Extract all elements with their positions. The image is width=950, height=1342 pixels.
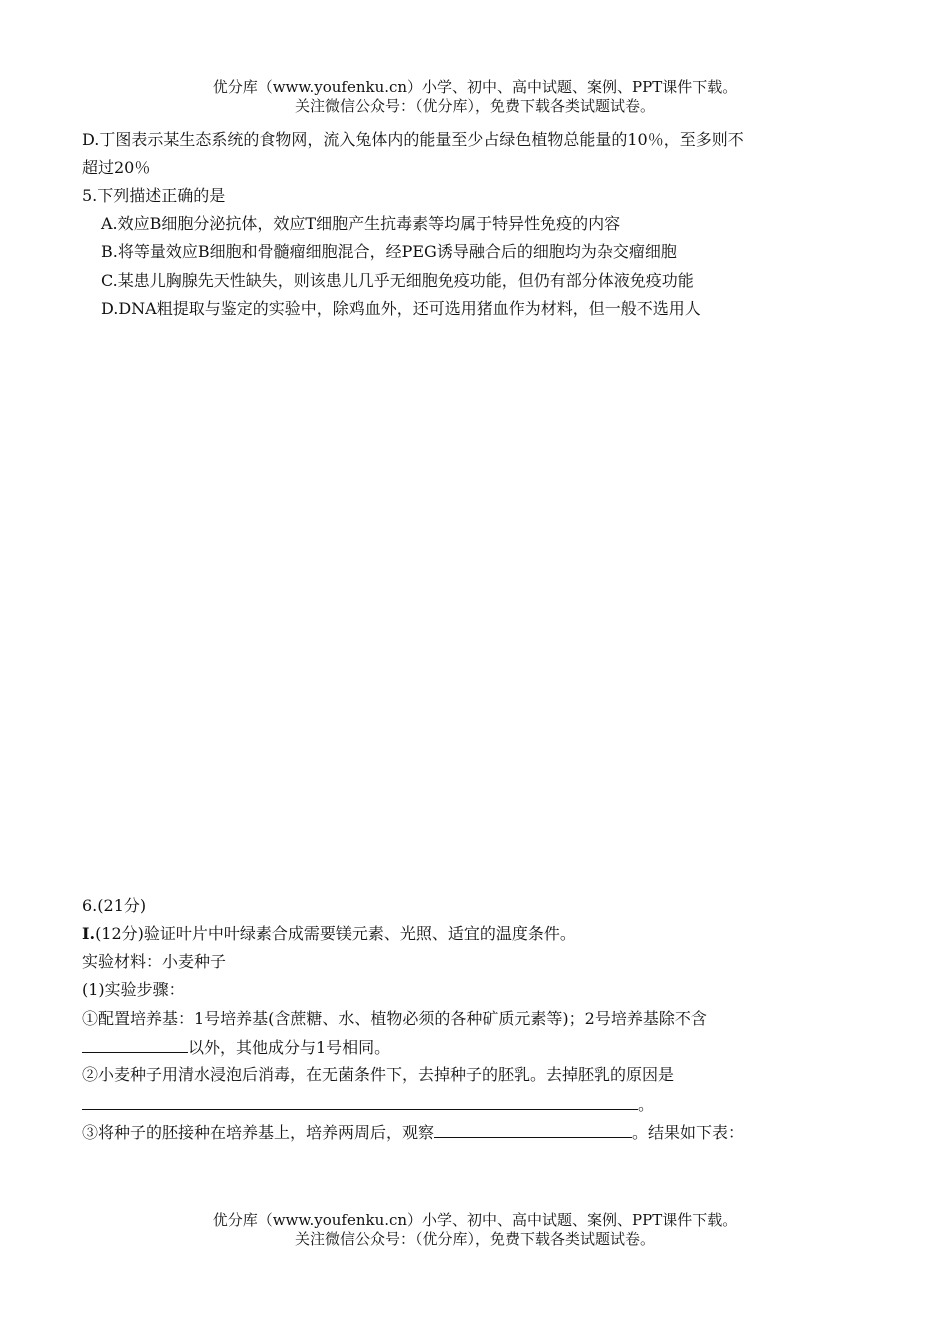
q4-option-d-line-2: 超过20％ <box>82 158 151 177</box>
q5-option-a: A.效应B细胞分泌抗体，效应T细胞产生抗毒素等均属于特异性免疫的内容 <box>101 214 621 233</box>
q4-option-d-line-1: D.丁图表示某生态系统的食物网，流入兔体内的能量至少占绿色植物总能量的10％，至多则不 <box>82 130 744 149</box>
q6-step-1-line-2 <box>82 1036 390 1059</box>
q6-steps-title: (1)实验步骤： <box>82 980 185 999</box>
answer-blank-3[interactable] <box>434 1121 632 1138</box>
q5-option-c: C.某患儿胸腺先天性缺失，则该患儿几乎无细胞免疫功能，但仍有部分体液免疫功能 <box>101 271 694 290</box>
q6-step-3 <box>82 1121 744 1144</box>
q6-part-1-text: (12分)验证叶片中叶绿素合成需要镁元素、光照、适宜的温度条件。 <box>95 924 576 943</box>
q6-step-2-line-2 <box>82 1093 654 1116</box>
page-footer-line-2: 关注微信公众号：（优分库），免费下载各类试题试卷。 <box>294 1230 655 1248</box>
q6-step-1-suffix: 以外，其他成分与1号相同。 <box>188 1038 391 1057</box>
q6-part-1-heading <box>82 923 576 945</box>
answer-blank-1[interactable] <box>82 1036 188 1053</box>
q5-option-d: D.DNA粗提取与鉴定的实验中，除鸡血外，还可选用猪血作为材料，但一般不选用人 <box>101 299 701 318</box>
page-header-line-2: 关注微信公众号：（优分库），免费下载各类试题试卷。 <box>294 97 655 115</box>
q6-step-2-suffix: 。 <box>638 1095 655 1114</box>
q5-option-b: B.将等量效应B细胞和骨髓瘤细胞混合，经PEG诱导融合后的细胞均为杂交瘤细胞 <box>101 242 677 261</box>
q6-step-2-line-1: ②小麦种子用清水浸泡后消毒，在无菌条件下，去掉种子的胚乳。去掉胚乳的原因是 <box>82 1065 675 1084</box>
page-header-line-1: 优分库（www.youfenku.cn）小学、初中、高中试题、案例、PPT课件下载。 <box>212 78 738 96</box>
q6-step-3-prefix: ③将种子的胚接种在培养基上，培养两周后，观察 <box>82 1123 435 1142</box>
q5-stem: 5.下列描述正确的是 <box>82 186 226 205</box>
q6-step-1-line-1: ①配置培养基：1号培养基(含蔗糖、水、植物必须的各种矿质元素等)；2号培养基除不含 <box>82 1009 707 1028</box>
q6-stem: 6.(21分) <box>82 896 147 915</box>
q6-materials: 实验材料：小麦种子 <box>82 952 227 971</box>
answer-blank-2[interactable] <box>82 1093 638 1110</box>
q6-part-1-number: Ⅰ. <box>82 924 96 943</box>
page-footer-line-1: 优分库（www.youfenku.cn）小学、初中、高中试题、案例、PPT课件下载。 <box>212 1211 738 1229</box>
q6-step-3-suffix: 。结果如下表： <box>632 1123 745 1142</box>
